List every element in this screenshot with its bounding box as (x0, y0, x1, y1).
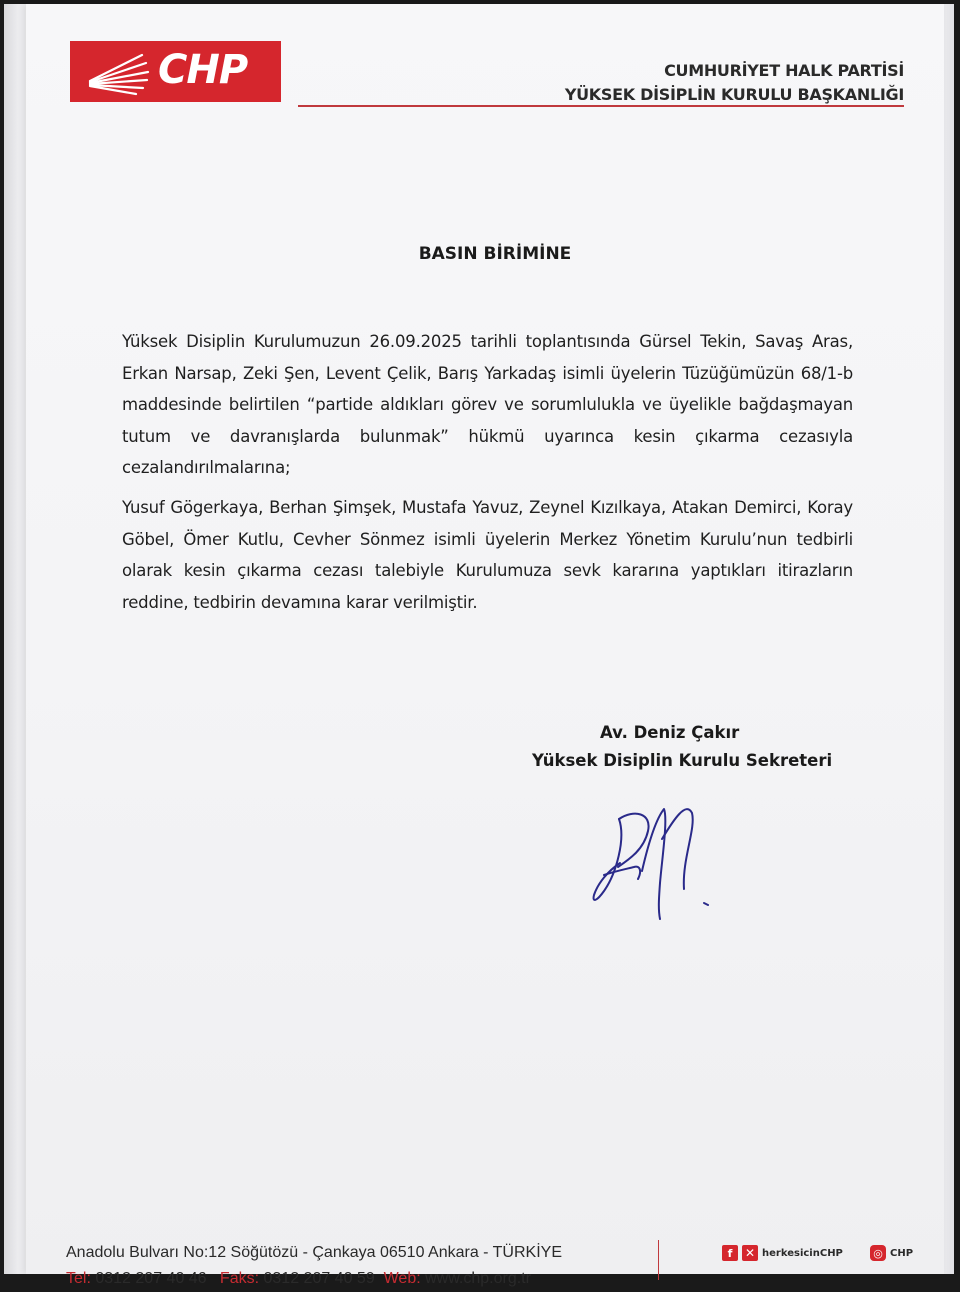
document-heading: BASIN BİRİMİNE (418, 244, 572, 264)
handwritten-signature (564, 779, 764, 929)
instagram-link (870, 1245, 913, 1261)
web-label: Web: (383, 1270, 421, 1287)
footer-divider (658, 1240, 659, 1280)
instagram-handle: CHP (890, 1247, 914, 1259)
header-divider (298, 105, 904, 107)
organization-name (565, 59, 904, 107)
chp-logo (70, 41, 281, 102)
fax-label: Faks: (219, 1270, 260, 1287)
tel-number: 0312 207 40 46 (95, 1270, 207, 1287)
facebook-icon: f (722, 1245, 738, 1261)
letter-page (26, 4, 944, 1287)
six-arrows-icon (84, 49, 154, 95)
social-handle: herkesicinCHP (762, 1247, 843, 1259)
logo-text: CHP (158, 47, 248, 93)
x-icon: ✕ (742, 1245, 758, 1261)
org-line-2: YÜKSEK DİSİPLİN KURULU BAŞKANLIĞI (564, 85, 904, 104)
fax-number: 0312 207 40 59 (263, 1270, 375, 1287)
tel-label: Tel: (66, 1270, 91, 1287)
signer-title: Yüksek Disiplin Kurulu Sekreteri (532, 751, 833, 770)
body-paragraph-1: Yüksek Disiplin Kurulumuzun 26.09.2025 tarihli toplantısında Gürsel Tekin, Savaş Aras, Erkan Narsap, Zeki Şen, Levent Çelik, Barış Yarkadaş isimli üyelerin Tüzüğümüzün 68/1-b maddesinde belirtilen “partide aldıkları görev ve sorumlulukla ve üyelikle bağdaşmayan tutum ve davranışlarda bulunmak” hükmü uyarınca kesin çıkarma cezasıyla cezalandırılmalarına; (122, 332, 853, 478)
social-links (722, 1245, 843, 1261)
footer-contact-line (66, 1266, 562, 1292)
footer-address: Anadolu Bulvarı No:12 Söğütözü - Çankaya 06510 Ankara - TÜRKİYE (66, 1244, 562, 1261)
footer-contact (66, 1240, 562, 1292)
web-address: www.chp.org.tr (425, 1270, 531, 1287)
photo-frame (4, 4, 954, 1287)
org-line-1: CUMHURİYET HALK PARTİSİ (664, 61, 904, 80)
body-paragraph-2: Yusuf Gögerkaya, Berhan Şimşek, Mustafa Yavuz, Zeynel Kızılkaya, Atakan Demirci, Koray Göbel, Ömer Kutlu, Cevher Sönmez isimli üyelerin Merkez Yönetim Kurulu’nun tedbirli olarak kesin çıkarma cezası talebiyle Kurulumuza sevk kararına yaptıkları itirazların reddine, tedbirin devamına karar verilmiştir. (122, 498, 853, 612)
instagram-icon: ◎ (870, 1245, 886, 1261)
signer-name: Av. Deniz Çakır (600, 723, 740, 742)
